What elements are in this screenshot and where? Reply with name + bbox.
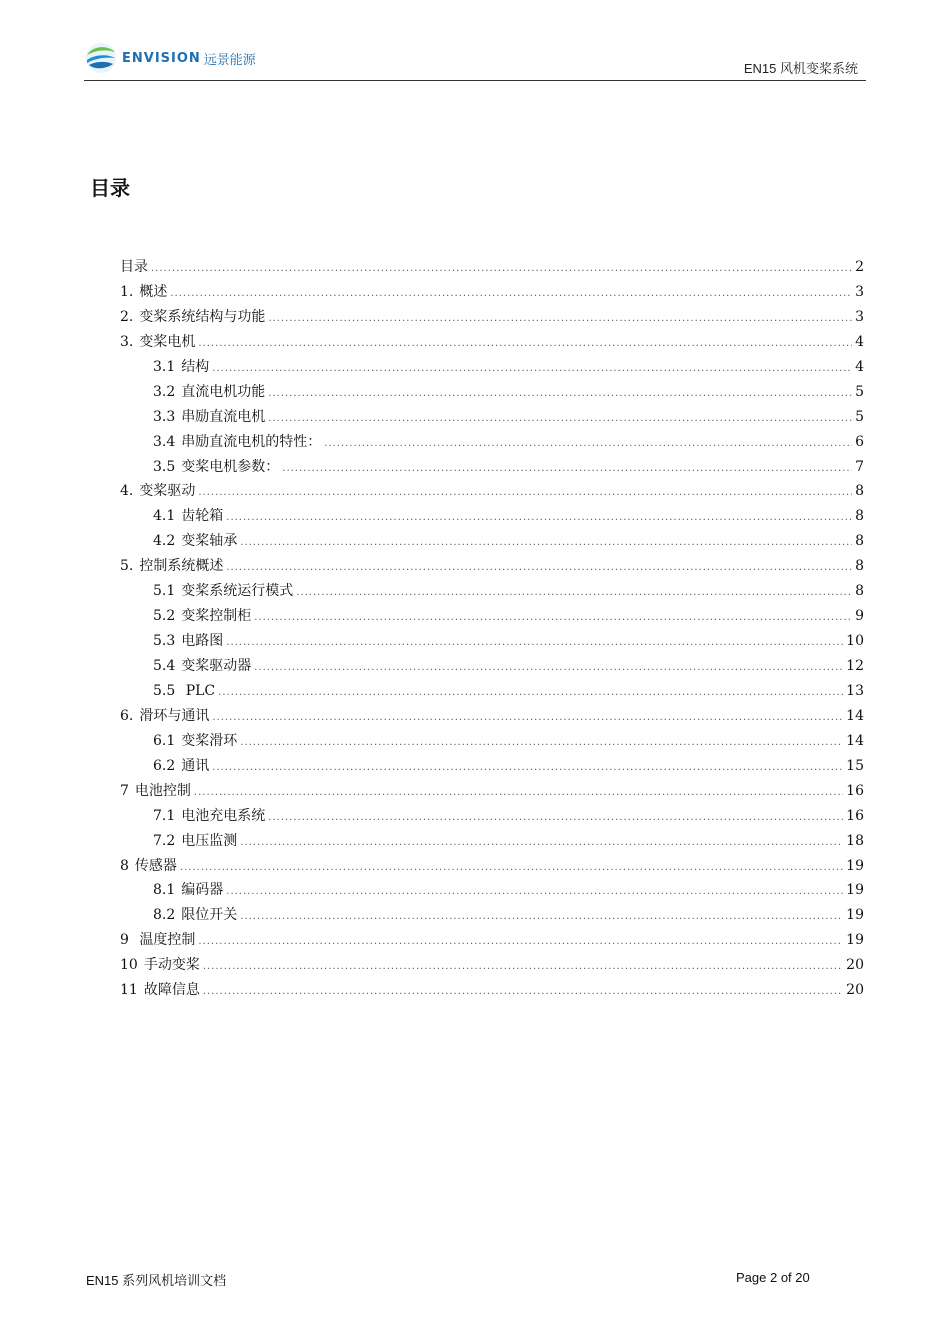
toc-entry-page: 5 xyxy=(855,408,864,425)
toc-dot-leader xyxy=(180,856,843,881)
toc-entry-number: 4.2 xyxy=(153,533,176,550)
toc-dot-leader xyxy=(170,282,852,307)
toc-entry[interactable] xyxy=(120,654,864,679)
toc-entry-number: 2. xyxy=(120,308,134,325)
toc-entry[interactable] xyxy=(120,928,864,953)
toc-entry-label: 变桨驱动器 xyxy=(181,658,252,674)
toc-entry-label: 齿轮箱 xyxy=(181,508,224,525)
toc-entry-label: 电压监测 xyxy=(181,832,238,849)
toc-entry-label: 串励直流电机 xyxy=(181,408,266,425)
toc-heading: 目录 xyxy=(90,176,130,200)
toc-entry-number: 6. xyxy=(120,707,134,724)
toc-entry[interactable] xyxy=(120,729,864,754)
toc-entry[interactable] xyxy=(120,679,864,704)
toc-dot-leader xyxy=(268,382,852,407)
brand-name-cn: 远景能源 xyxy=(203,52,256,68)
toc-dot-leader xyxy=(240,831,843,856)
toc-entry-number: 4. xyxy=(120,483,134,500)
toc-dot-leader xyxy=(268,307,852,332)
toc-entry-number: 5.1 xyxy=(153,583,176,600)
toc-entry-label: 传感器 xyxy=(134,857,177,874)
toc-entry-label: 限位开关 xyxy=(181,907,238,924)
toc-entry-page: 5 xyxy=(855,383,864,400)
toc-dot-leader xyxy=(240,905,843,930)
toc-entry-label: 目录 xyxy=(120,259,148,275)
toc-entry-number: 7 xyxy=(120,782,129,799)
toc-entry-page: 19 xyxy=(846,857,864,874)
toc-entry[interactable] xyxy=(120,604,864,629)
table-of-contents xyxy=(120,255,864,1003)
toc-entry-page: 9 xyxy=(855,608,864,625)
toc-entry-number: 10 xyxy=(120,957,138,974)
toc-entry-number: 6.1 xyxy=(153,732,176,749)
toc-dot-leader xyxy=(254,606,852,631)
toc-entry-page: 8 xyxy=(855,508,864,525)
toc-entry-number: 5.3 xyxy=(153,633,176,650)
document-title: EN15 风机变桨系统 xyxy=(743,61,858,76)
toc-entry-page: 19 xyxy=(846,882,864,899)
toc-entry-page: 14 xyxy=(846,707,864,724)
toc-entry-page: 20 xyxy=(846,982,864,999)
toc-entry-page: 8 xyxy=(855,483,864,500)
toc-entry-label: 变桨电机参数： xyxy=(181,458,280,475)
page-header xyxy=(84,40,866,81)
toc-entry-number: 5.4 xyxy=(153,658,176,674)
toc-entry-label: 直流电机功能 xyxy=(181,383,266,400)
toc-entry-label: 通讯 xyxy=(181,757,210,774)
toc-entry[interactable] xyxy=(120,405,864,430)
toc-entry-number: 3.4 xyxy=(153,433,176,450)
toc-entry-label: 结构 xyxy=(181,358,210,375)
toc-entry-page: 10 xyxy=(846,633,864,650)
toc-entry[interactable] xyxy=(120,255,864,280)
toc-entry[interactable] xyxy=(120,704,864,729)
envision-logo-icon xyxy=(84,41,118,75)
toc-dot-leader xyxy=(268,806,843,831)
toc-entry[interactable] xyxy=(120,455,864,480)
toc-entry[interactable] xyxy=(120,305,864,330)
toc-entry-page: 4 xyxy=(855,358,864,375)
toc-entry[interactable] xyxy=(120,280,864,305)
toc-entry-label: 编码器 xyxy=(181,882,224,899)
toc-dot-leader xyxy=(296,581,852,606)
toc-entry[interactable] xyxy=(120,978,864,1003)
toc-entry-label: 变桨系统结构与功能 xyxy=(139,308,266,325)
toc-dot-leader xyxy=(198,481,852,506)
toc-dot-leader xyxy=(282,457,852,482)
toc-entry[interactable] xyxy=(120,554,864,579)
toc-dot-leader xyxy=(254,656,843,681)
toc-entry-page: 18 xyxy=(846,832,864,849)
toc-entry-label: 变桨滑环 xyxy=(181,732,238,749)
toc-entry-page: 3 xyxy=(855,283,864,300)
toc-entry-label: 变桨驱动 xyxy=(139,483,196,500)
toc-entry[interactable] xyxy=(120,903,864,928)
toc-entry[interactable] xyxy=(120,878,864,903)
toc-entry-page: 7 xyxy=(855,458,864,475)
toc-entry-number: 6.2 xyxy=(153,757,176,774)
toc-entry-number: 3.3 xyxy=(153,408,176,425)
toc-entry[interactable] xyxy=(120,629,864,654)
toc-entry-page: 14 xyxy=(846,732,864,749)
toc-entry[interactable] xyxy=(120,953,864,978)
toc-entry[interactable] xyxy=(120,355,864,380)
toc-entry-page: 8 xyxy=(855,558,864,575)
toc-entry-label: PLC xyxy=(181,682,216,699)
toc-dot-leader xyxy=(226,556,852,581)
toc-entry[interactable] xyxy=(120,754,864,779)
toc-entry-number: 3.1 xyxy=(153,358,176,375)
toc-entry-label: 温度控制 xyxy=(134,932,196,949)
toc-entry[interactable] xyxy=(120,504,864,529)
toc-entry-label: 控制系统概述 xyxy=(139,558,224,575)
toc-entry[interactable] xyxy=(120,854,864,879)
toc-entry-label: 变桨轴承 xyxy=(181,533,238,550)
toc-entry-number: 11 xyxy=(120,982,138,999)
toc-entry-number: 8 xyxy=(120,857,129,874)
toc-entry-label: 电池控制 xyxy=(134,782,191,799)
toc-dot-leader xyxy=(203,980,843,1005)
toc-entry-page: 4 xyxy=(855,333,864,350)
toc-entry-page: 16 xyxy=(846,782,864,799)
toc-dot-leader xyxy=(203,955,843,980)
toc-entry-number: 1. xyxy=(120,283,134,300)
toc-entry[interactable] xyxy=(120,430,864,455)
toc-dot-leader xyxy=(226,880,843,905)
toc-entry-page: 13 xyxy=(846,682,864,699)
toc-entry[interactable] xyxy=(120,479,864,504)
logo xyxy=(84,40,256,76)
toc-entry-label: 概述 xyxy=(139,283,168,300)
toc-entry-label: 电池充电系统 xyxy=(181,807,266,824)
toc-entry-label: 变桨控制柜 xyxy=(181,608,252,625)
toc-entry-number: 7.1 xyxy=(153,807,176,824)
toc-dot-leader xyxy=(151,257,852,282)
toc-dot-leader xyxy=(324,432,852,457)
toc-dot-leader xyxy=(226,506,852,531)
toc-entry-page: 6 xyxy=(855,433,864,450)
toc-dot-leader xyxy=(218,681,843,706)
toc-entry-number: 8.2 xyxy=(153,907,176,924)
toc-entry-page: 8 xyxy=(855,533,864,550)
toc-entry-page: 12 xyxy=(846,658,864,674)
toc-dot-leader xyxy=(212,706,843,731)
toc-entry-page: 19 xyxy=(846,907,864,924)
toc-entry-number: 4.1 xyxy=(153,508,176,525)
brand-name: ENVISION xyxy=(122,50,201,66)
toc-entry[interactable] xyxy=(120,779,864,804)
toc-entry[interactable] xyxy=(120,330,864,355)
toc-entry-label: 手动变桨 xyxy=(143,957,200,974)
toc-dot-leader xyxy=(226,631,843,656)
toc-entry-label: 变桨电机 xyxy=(139,333,196,350)
footer-page-number: Page 2 of 20 xyxy=(736,1270,810,1285)
toc-entry-number: 5. xyxy=(120,558,134,575)
toc-entry-page: 20 xyxy=(846,957,864,974)
toc-entry-page: 2 xyxy=(855,259,864,275)
toc-entry-page: 15 xyxy=(846,757,864,774)
toc-entry-number: 3. xyxy=(120,333,134,350)
toc-entry-label: 电路图 xyxy=(181,633,224,650)
toc-entry-number: 7.2 xyxy=(153,832,176,849)
toc-entry-label: 串励直流电机的特性： xyxy=(181,433,322,450)
toc-dot-leader xyxy=(212,357,852,382)
toc-dot-leader xyxy=(240,531,852,556)
toc-dot-leader xyxy=(198,930,843,955)
toc-entry-page: 3 xyxy=(855,308,864,325)
toc-entry-number: 3.2 xyxy=(153,383,176,400)
toc-entry-label: 故障信息 xyxy=(143,982,200,999)
footer-doc-name: EN15 系列风机培训文档 xyxy=(86,1273,227,1288)
toc-entry[interactable] xyxy=(120,579,864,604)
toc-entry-label: 滑环与通讯 xyxy=(139,707,210,724)
toc-entry-page: 16 xyxy=(846,807,864,824)
toc-entry-page: 19 xyxy=(846,932,864,949)
toc-dot-leader xyxy=(212,756,843,781)
toc-entry-number: 5.2 xyxy=(153,608,176,625)
toc-dot-leader xyxy=(268,407,852,432)
toc-entry[interactable] xyxy=(120,804,864,829)
toc-entry-number: 5.5 xyxy=(153,682,176,699)
toc-entry[interactable] xyxy=(120,380,864,405)
toc-entry-page: 8 xyxy=(855,583,864,600)
toc-entry-number: 3.5 xyxy=(153,458,176,475)
toc-entry[interactable] xyxy=(120,529,864,554)
toc-entry-label: 变桨系统运行模式 xyxy=(181,583,294,600)
toc-entry[interactable] xyxy=(120,829,864,854)
toc-dot-leader xyxy=(240,731,843,756)
toc-entry-number: 9 xyxy=(120,932,129,949)
toc-dot-leader xyxy=(194,781,843,806)
toc-dot-leader xyxy=(198,332,852,357)
toc-entry-number: 8.1 xyxy=(153,882,176,899)
